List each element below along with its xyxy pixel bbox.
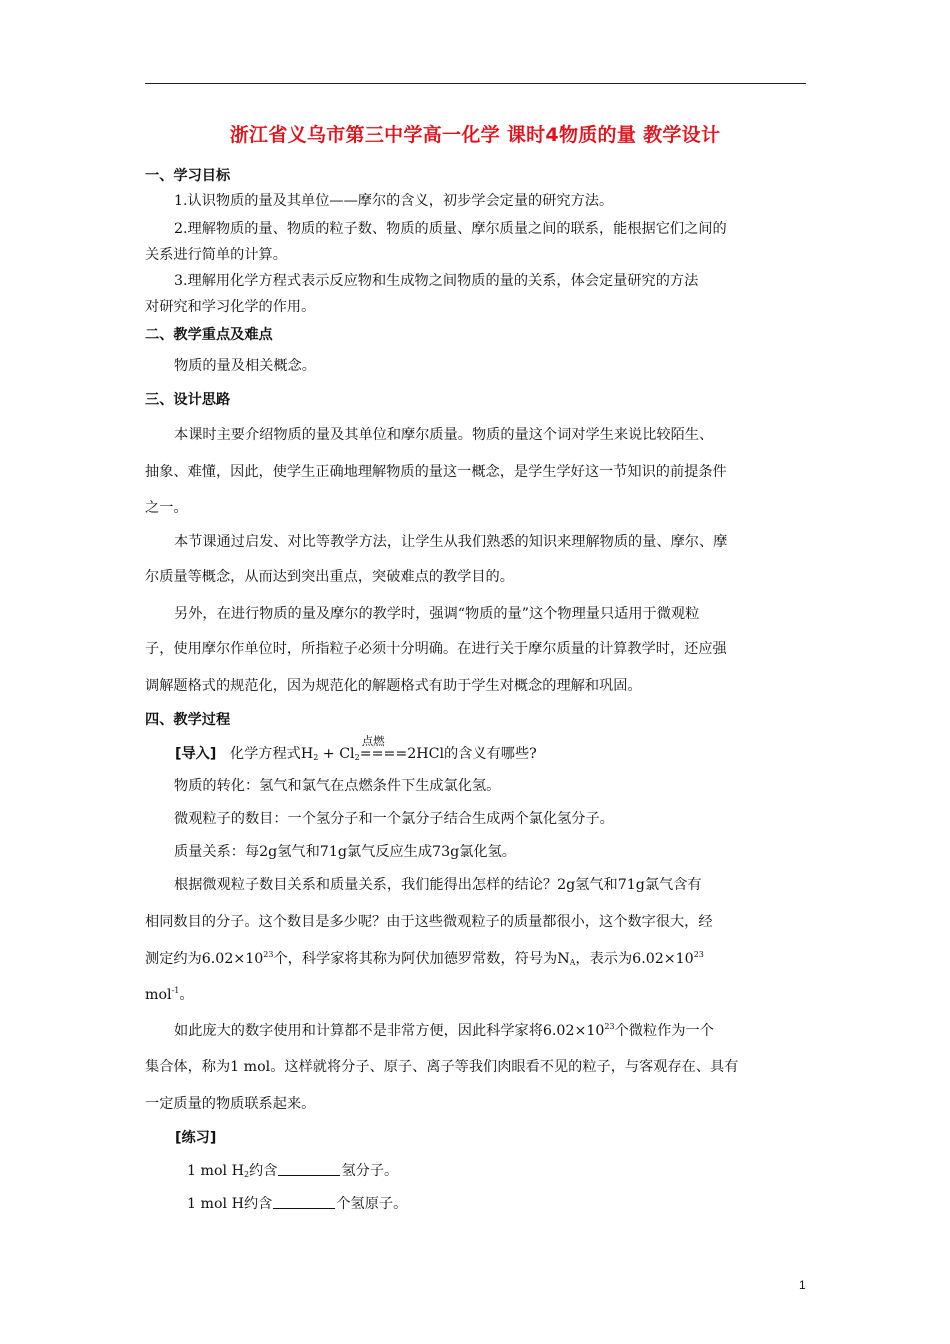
- exponent-2: 23: [693, 950, 704, 959]
- answer-blank-1[interactable]: [278, 1162, 340, 1176]
- objective-1: 1.认识物质的量及其单位——摩尔的含义，初步学会定量的研究方法。: [174, 193, 614, 209]
- header-rule: [145, 83, 806, 84]
- intro-tag: [导入]: [175, 746, 217, 762]
- q1-mid: 约含: [249, 1163, 278, 1179]
- exponent-1: 23: [263, 950, 274, 959]
- practice-question-1: [187, 1162, 398, 1180]
- equation-mid: + Cl: [318, 746, 355, 762]
- reaction-arrow: [359, 734, 408, 763]
- design-p3-line1: 另外，在进行物质的量及摩尔的教学时，强调“物质的量”这个物理量只适用于微观粒: [174, 606, 700, 622]
- unit-end: 。: [179, 987, 194, 1003]
- design-p3-line3: 调解题格式的规范化，因为规范化的解题格式有助于学生对概念的理解和巩固。: [145, 678, 642, 694]
- q1-prefix: 1 mol H: [187, 1163, 244, 1179]
- design-p2-line2: 尔质量等概念，从而达到突出重点，突破难点的教学目的。: [145, 569, 514, 585]
- equation-subscript-cl2: 2: [354, 753, 360, 762]
- process-p5-line1: [174, 1022, 714, 1040]
- practice-question-2: [187, 1195, 407, 1213]
- design-p1-line2: 抽象、难懂，因此，使学生正确地理解物质的量这一概念，是学生学好这一节知识的前提条件: [145, 464, 727, 480]
- design-p2-line1: 本节课通过启发、对比等教学方法，让学生从我们熟悉的知识来理解物质的量、摩尔、摩: [174, 534, 728, 550]
- avogadro-text-1: 测定约为6.02×10: [145, 951, 264, 967]
- objective-2-line1: 2.理解物质的量、物质的粒子数、物质的质量、摩尔质量之间的联系，能根据它们之间的: [174, 221, 727, 237]
- section-heading-design: 三、设计思路: [145, 392, 231, 408]
- process-p4-line2: 相同数目的分子。这个数目是多少呢？由于这些微观粒子的质量都很小，这个数字很大，经: [145, 914, 713, 930]
- meaning-particles: 微观粒子的数目：一个氢分子和一个氯分子结合生成两个氯化氢分子。: [174, 811, 614, 827]
- equation-suffix: 2HCl的含义有哪些?: [407, 746, 537, 762]
- design-p1-line3: 之一。: [145, 500, 188, 516]
- avogadro-text-2: 个，科学家将其称为阿伏加德罗常数，符号为N: [273, 951, 570, 967]
- section-heading-process: 四、教学过程: [145, 712, 231, 728]
- q2-prefix: 1 mol H约含: [187, 1196, 273, 1212]
- page-number: 1: [799, 1278, 806, 1292]
- process-p5-line2: 集合体，称为1 mol。这样就将分子、原子、离子等我们肉眼看不见的粒子，与客观存在、具有: [145, 1059, 739, 1075]
- unit-mol: mol: [145, 987, 172, 1003]
- section-heading-objectives: 一、学习目标: [145, 168, 231, 184]
- answer-blank-2[interactable]: [273, 1195, 335, 1209]
- section-heading-key-points: 二、教学重点及难点: [145, 327, 273, 343]
- design-p3-line2: 子，使用摩尔作单位时，所指粒子必须十分明确。在进行关于摩尔质量的计算教学时，还应强: [145, 641, 727, 657]
- equation-prefix: 化学方程式H: [229, 746, 314, 762]
- equation-subscript-h2: 2: [313, 753, 319, 762]
- intro-equation-line: [175, 734, 537, 763]
- avogadro-text-3: ，表示为6.02×10: [575, 951, 694, 967]
- process-p4-line4: [145, 986, 194, 1004]
- subscript-a: A: [569, 958, 576, 967]
- mol-text-1: 如此庞大的数字使用和计算都不是非常方便，因此科学家将6.02×10: [174, 1023, 605, 1039]
- exponent-3: 23: [604, 1022, 615, 1031]
- objective-3-line1: 3.理解用化学方程式表示反应物和生成物之间物质的量的关系，体会定量研究的方法: [174, 273, 699, 289]
- unit-exponent: -1: [171, 986, 180, 995]
- meaning-transformation: 物质的转化：氢气和氯气在点燃条件下生成氯化氢。: [174, 778, 501, 794]
- q1-suffix: 氢分子。: [341, 1163, 399, 1179]
- q1-subscript: 2: [243, 1170, 250, 1179]
- objective-2-line2: 关系进行简单的计算。: [145, 247, 287, 263]
- process-p4-line3: [145, 950, 704, 968]
- objective-3-line2: 对研究和学习化学的作用。: [145, 299, 316, 315]
- process-p5-line3: 一定质量的物质联系起来。: [145, 1096, 316, 1112]
- reaction-equals: ====: [359, 746, 408, 762]
- reaction-condition: 点燃: [361, 734, 385, 748]
- process-p4-line1: 根据微观粒子数目关系和质量关系，我们能得出怎样的结论？2g氢气和71g氯气含有: [174, 877, 702, 893]
- key-points-text: 物质的量及相关概念。: [174, 358, 316, 374]
- q2-suffix: 个氢原子。: [336, 1196, 408, 1212]
- mol-text-2: 个微粒作为一个: [614, 1023, 714, 1039]
- document-title: 浙江省义乌市第三中学高一化学 课时4物质的量 教学设计: [229, 124, 721, 146]
- meaning-mass: 质量关系：每2g氢气和71g氯气反应生成73g氯化氢。: [174, 844, 516, 860]
- design-p1-line1: 本课时主要介绍物质的量及其单位和摩尔质量。物质的量这个词对学生来说比较陌生、: [174, 427, 714, 443]
- practice-tag: [练习]: [175, 1130, 217, 1146]
